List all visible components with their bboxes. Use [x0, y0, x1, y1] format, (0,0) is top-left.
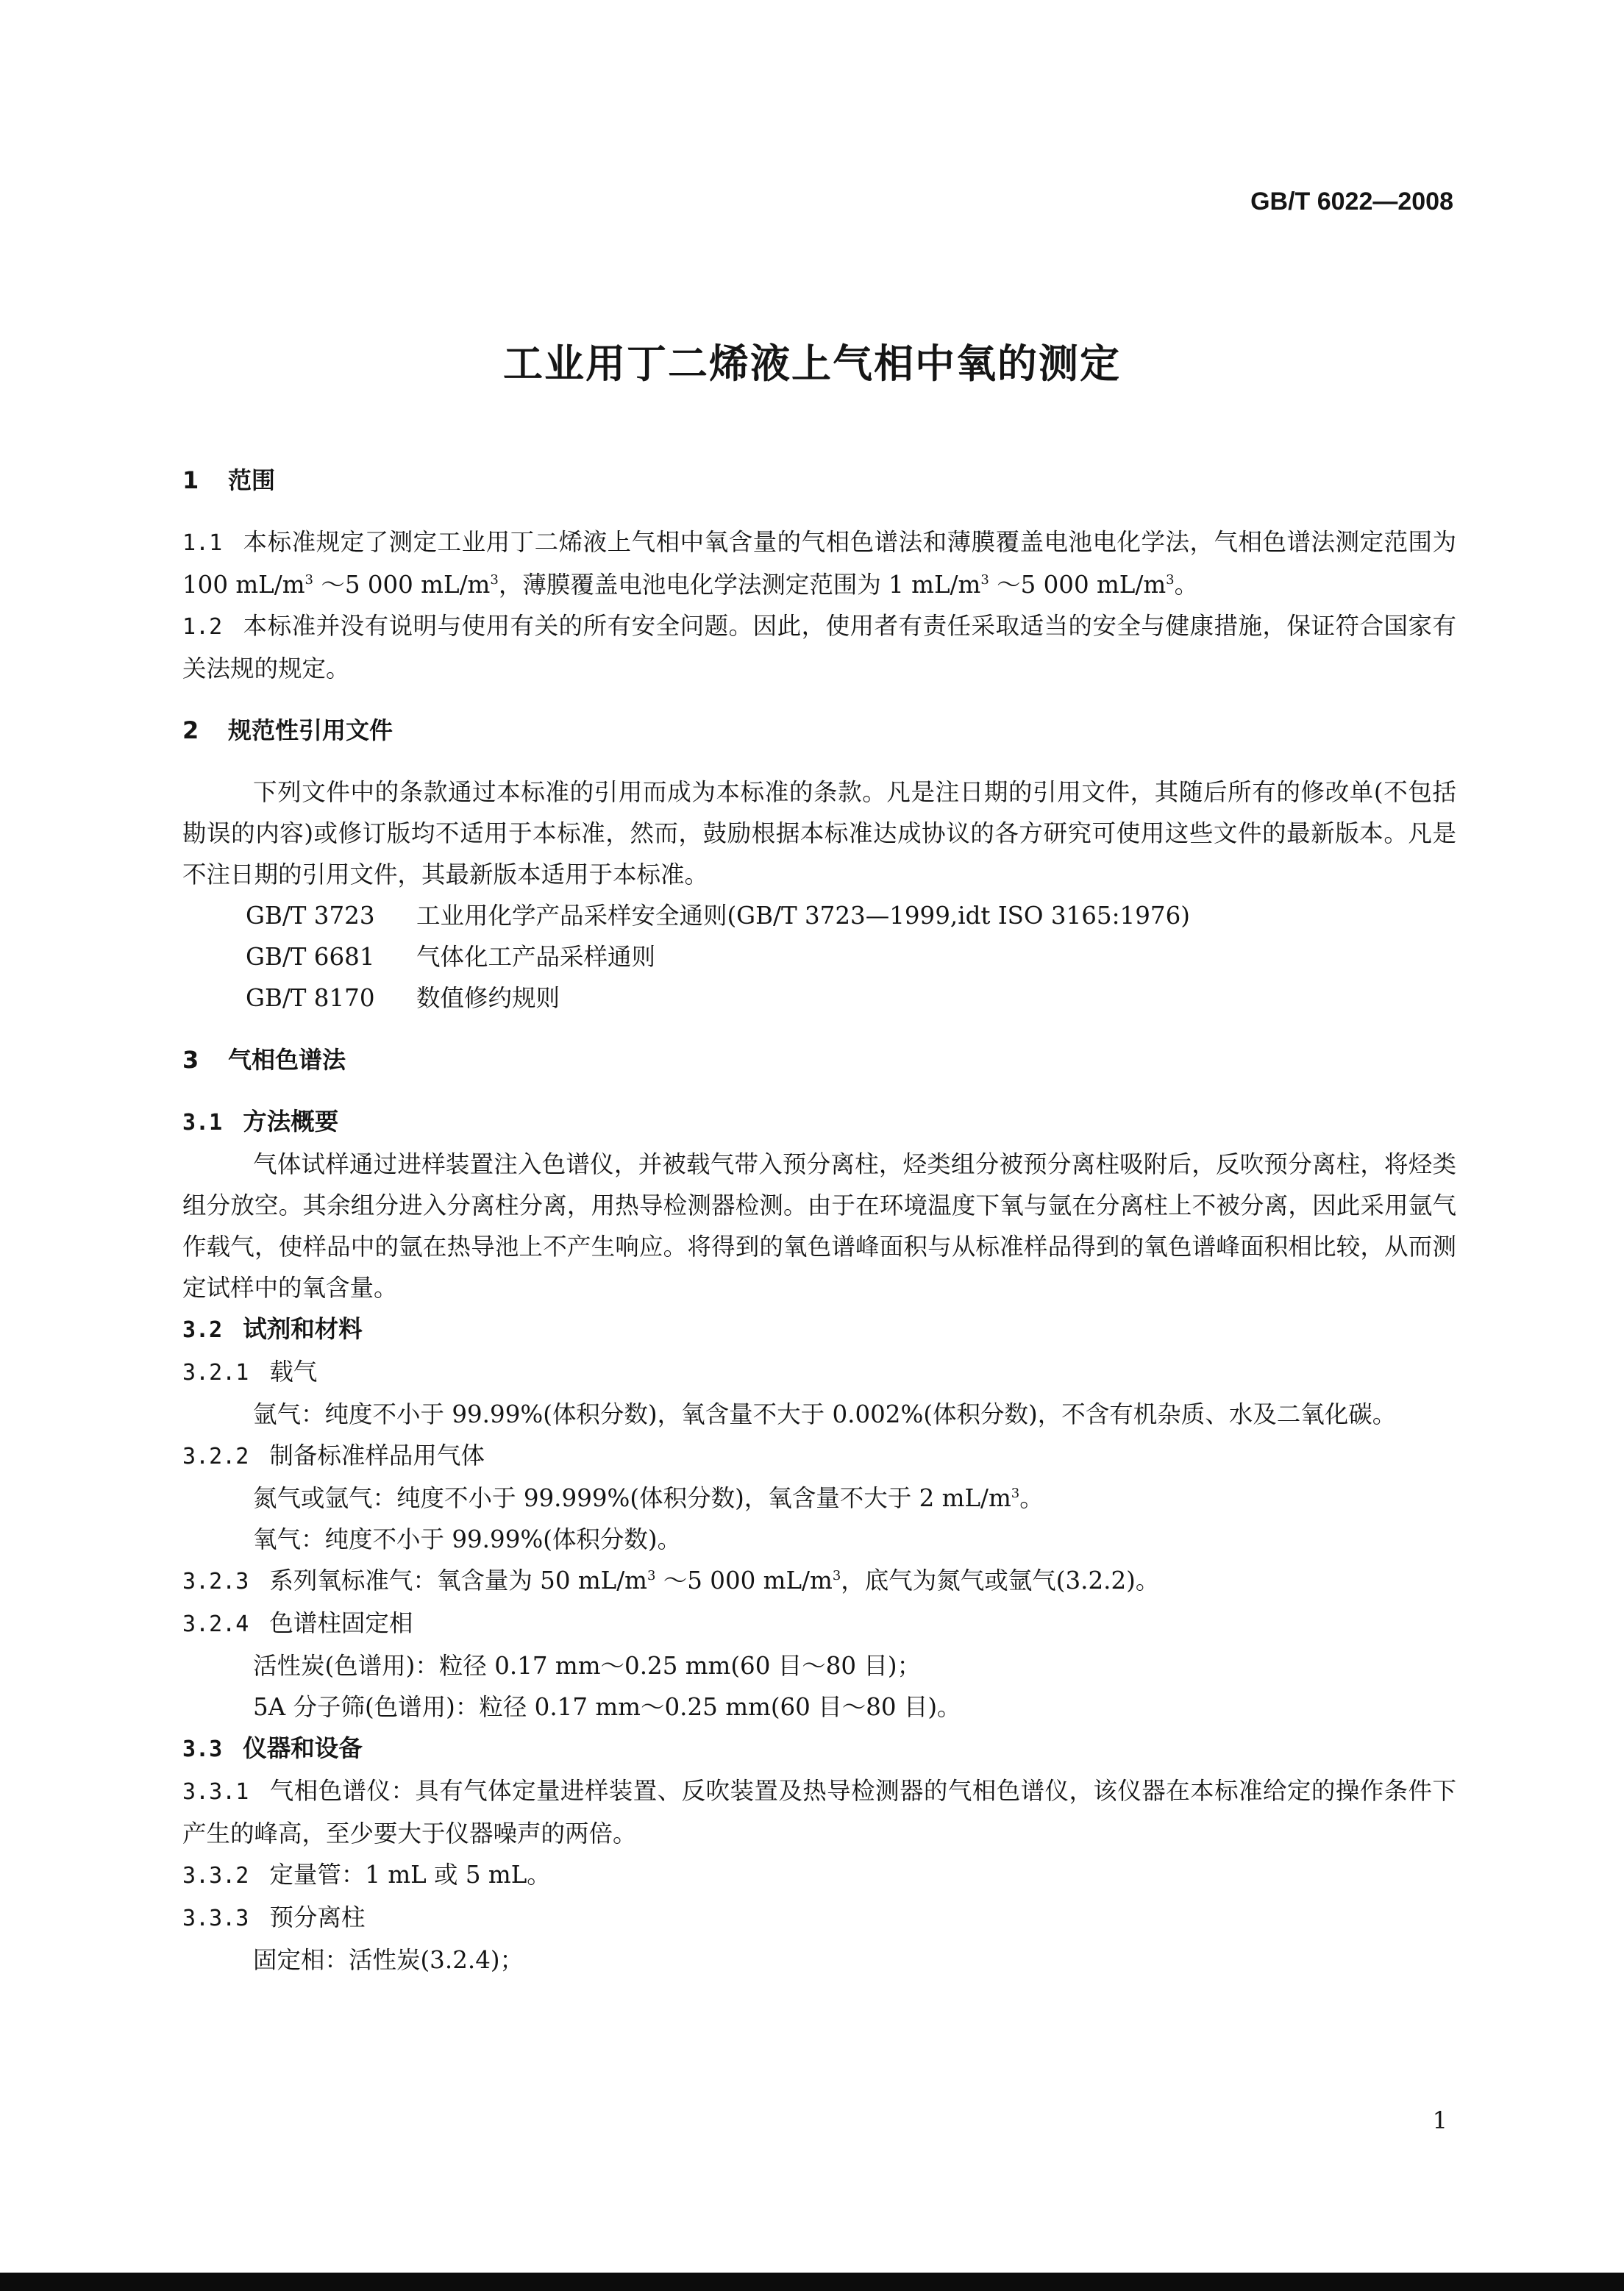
clause-3-1-text: 气体试样通过进样装置注入色谱仪，并被载气带入预分离柱，烃类组分被预分离柱吸附后，反吹预分离柱，将烃类组分放空。其余组分进入分离柱分离，用热导检测器检测。由于在环境温度下氧与氩在分离柱上不被分离，因此采用氩气作载气，使样品中的氩在热导池上不产生响应。将得到的氧色谱峰面积与从标准样品得到的氧色谱峰面积相比较，从而测定试样中的氧含量。 — [182, 1150, 1456, 1302]
standard-code: GB/T 6022—2008 — [1250, 188, 1453, 215]
clause-3-2-4-line2: 5A 分子筛(色谱用)：粒径 0.17 mm～0.25 mm(60 目～80 目)。 — [253, 1693, 961, 1721]
document-body — [182, 460, 1456, 1981]
document-title: 工业用丁二烯液上气相中氧的测定 — [503, 341, 1121, 387]
section-heading-3: 3 气相色谱法 — [182, 1046, 346, 1074]
clause-3-2-2-heading: 3.2.2 制备标准样品用气体 — [182, 1442, 485, 1469]
clause-3-2-1-heading: 3.2.1 载气 — [182, 1358, 318, 1386]
clause-3-2-3: 3.2.3 系列氧标准气：氧含量为 50 $mL/m^3$ ～5 000 $mL/m^3$，底气为氮气或氩气(3.2.2)。 — [182, 1567, 1160, 1595]
normative-references-paragraph: 下列文件中的条款通过本标准的引用而成为本标准的条款。凡是注日期的引用文件，其随后所有的修改单(不包括勘误的内容)或修订版均不适用于本标准，然而，鼓励根据本标准达成协议的各方研究可使用这些文件的最新版本。凡是不注日期的引用文件，其最新版本适用于本标准。 — [182, 778, 1456, 888]
clause-3-2-2-line2: 氧气：纯度不小于 99.99%(体积分数)。 — [253, 1525, 682, 1553]
clause-3-2-1-text: 氩气：纯度不小于 99.99%(体积分数)，氧含量不大于 0.002%(体积分数)，不含有机杂质、水及二氧化碳。 — [253, 1400, 1397, 1428]
section-heading-1: 1 范围 — [182, 466, 276, 494]
clause-3-3-heading: 3.3 仪器和设备 — [182, 1734, 363, 1762]
reference-item: GB/T 6681 气体化工产品采样通则 — [246, 943, 656, 971]
reference-item: GB/T 3723 工业用化学产品采样安全通则(GB/T 3723—1999,idt ISO 3165:1976) — [246, 902, 1190, 930]
reference-item: GB/T 8170 数值修约规则 — [246, 984, 560, 1012]
clause-3-2-4-line1: 活性炭(色谱用)：粒径 0.17 mm～0.25 mm(60 目～80 目)； — [253, 1652, 922, 1680]
page-number: 1 — [1432, 2106, 1447, 2134]
section-heading-2: 2 规范性引用文件 — [182, 716, 393, 744]
clause-1-2: 1.2 本标准并没有说明与使用有关的所有安全问题。因此，使用者有责任采取适当的安全与健康措施，保证符合国家有关法规的规定。 — [182, 612, 1456, 683]
clause-3-3-3-line1: 固定相：活性炭(3.2.4)； — [253, 1946, 524, 1974]
clause-3-2-2-line1: 氮气或氩气：纯度不小于 99.999%(体积分数)，氧含量不大于 2 $mL/m^3$。 — [253, 1484, 1044, 1512]
clause-3-2-heading: 3.2 试剂和材料 — [182, 1315, 363, 1343]
clause-3-3-3-heading: 3.3.3 预分离柱 — [182, 1903, 366, 1931]
clause-3-2-4-heading: 3.2.4 色谱柱固定相 — [182, 1609, 413, 1637]
clause-3-3-2: 3.3.2 定量管：1 mL 或 5 mL。 — [182, 1861, 551, 1889]
clause-3-1-heading: 3.1 方法概要 — [182, 1108, 339, 1136]
clause-3-3-1: 3.3.1 气相色谱仪：具有气体定量进样装置、反吹装置及热导检测器的气相色谱仪，该仪器在本标准给定的操作条件下产生的峰高，至少要大于仪器噪声的两倍。 — [182, 1777, 1456, 1848]
scan-bottom-edge — [0, 2273, 1624, 2291]
clause-1-1: 1.1 本标准规定了测定工业用丁二烯液上气相中氧含量的气相色谱法和薄膜覆盖电池电化学法，气相色谱法测定范围为 100 $mL/m^3$ ～5 000 $mL/m^3$，薄膜覆盖电池电化学法测定范围为 1 $mL/m^3$ ～5 000 $mL/m^3$。 — [182, 528, 1456, 599]
